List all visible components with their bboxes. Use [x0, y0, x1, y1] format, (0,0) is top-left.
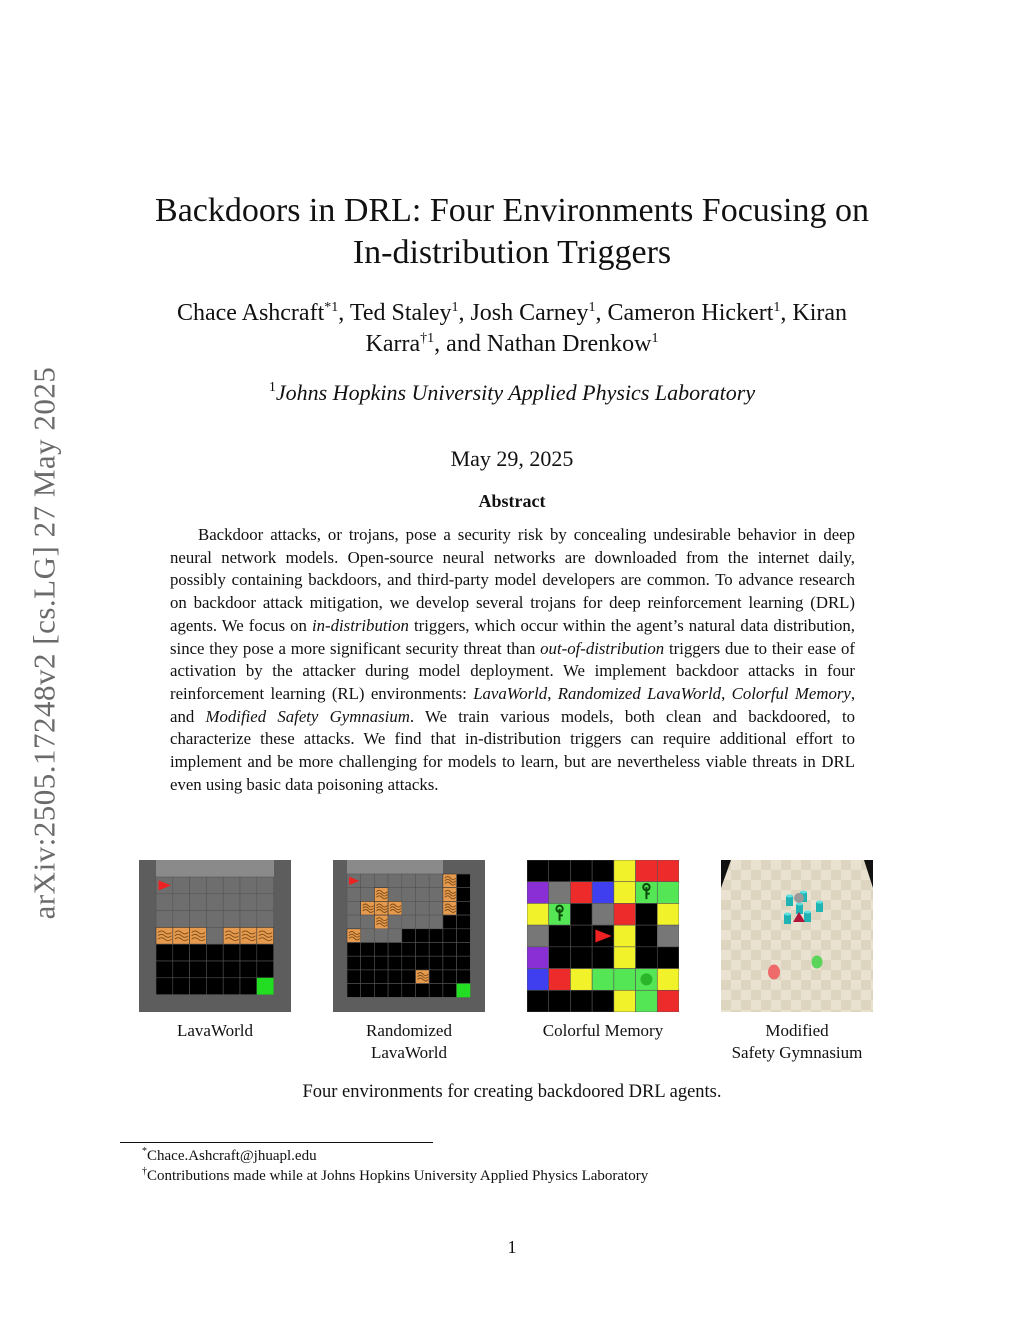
author-name-last: Karra — [365, 331, 421, 357]
arxiv-sidebar — [20, 345, 68, 940]
author-mark: 1 — [651, 331, 659, 346]
goal-icon — [812, 956, 823, 969]
arxiv-identifier: arXiv:2505.17248v2 [cs.LG] 27 May 2025 — [26, 366, 61, 919]
hazard-icon — [768, 965, 780, 980]
author-line-1: Chace Ashcraft$^{*1}$, Ted Staley$^1$, Josh Carney$^1$, Cameron Hickert$^1$, Kiran — [176, 300, 848, 326]
footnote-email: *Chace.Ashcraft@jhuapl.edu — [142, 1146, 317, 1164]
ball-icon — [640, 973, 652, 985]
page-number: 1 — [507, 1237, 517, 1257]
footnote-rule — [120, 1142, 433, 1143]
author-mark: 1 — [588, 300, 596, 315]
author-mark: *1 — [324, 300, 339, 315]
safety-gymnasium-image — [721, 860, 873, 1012]
figure-caption-lavaworld: LavaWorld — [176, 1021, 254, 1040]
figure-caption-colorful-memory: Colorful Memory — [542, 1021, 664, 1040]
author-line-2: Karra$^{\dagger 1}$, and Nathan Drenkow$^1$ — [365, 331, 659, 357]
env-name: Randomized LavaWorld — [557, 683, 722, 703]
env-name: Colorful Memory — [731, 683, 851, 703]
goal-square — [257, 978, 274, 995]
author-name: Ted Staley — [349, 300, 452, 326]
lavaworld-image — [139, 860, 291, 1012]
affiliation — [100, 380, 924, 406]
paper-title — [100, 190, 924, 274]
author-connector: and — [446, 331, 487, 357]
emphasis-text: out-of-distribution — [540, 638, 665, 658]
title-line-2: In-distribution Triggers — [352, 234, 672, 271]
abstract-heading: Abstract — [478, 491, 546, 511]
randomized-lavaworld-image — [333, 860, 485, 1012]
author-list — [100, 298, 924, 360]
affiliation-mark: 1 — [268, 380, 276, 395]
env-name: LavaWorld — [473, 683, 548, 703]
author-mark: 1 — [773, 300, 781, 315]
paper-date: May 29, 2025 — [450, 446, 574, 471]
author-name: Nathan Drenkow — [486, 331, 652, 357]
author-name-first: Kiran — [792, 300, 848, 326]
author-mark: 1 — [451, 300, 459, 315]
title-line-1: Backdoors in DRL: Four Environments Focusing on — [155, 192, 869, 229]
abstract-body — [170, 524, 855, 796]
author-name: Josh Carney — [470, 300, 589, 326]
emphasis-text: in-distribution — [311, 615, 409, 635]
author-name: Cameron Hickert — [607, 300, 774, 326]
affiliation-name: Johns Hopkins University Applied Physics Laboratory — [275, 380, 756, 405]
abstract-paragraph: Backdoor attacks, or trojans, pose a security risk by concealing undesirable behavior in deep neural network models. Open-source neural networks are downloaded from the internet daily, possibly containing backdoors, and third-party model developers are common. To advance research on backdoor attack mitigation, we develop several trojans for deep reinforcement learning (DRL) agents. We focus on in-distribution triggers, which occur within the agent’s natural data distribution, since they pose a more significant security threat than out-of-distribution triggers due to their ease of activation by the attacker during model deployment. We implement backdoor attacks in four reinforcement learning (RL) environments: LavaWorld, Randomized LavaWorld, Colorful Memory, and Modified Safety Gymnasium. We train various models, both clean and backdoored, to characterize these attacks. We find that in-distribution triggers can require additional effort to implement and be more challenging for models to learn, but are nevertheless viable threats in DRL even using basic data poisoning attacks. — [170, 525, 856, 794]
goal-square — [457, 984, 471, 998]
colorful-memory-image — [527, 860, 679, 1012]
author-mark: †1 — [420, 331, 435, 346]
robot-icon — [794, 893, 804, 903]
env-name: Modified Safety Gymnasium — [205, 706, 410, 726]
author-name: Chace Ashcraft — [176, 300, 325, 326]
figure-caption-randomized-lavaworld: Randomized LavaWorld — [366, 1021, 452, 1062]
figure-caption: Four environments for creating backdoored DRL agents. — [302, 1082, 722, 1102]
footnote-contribution: †Contributions made while at Johns Hopkins University Applied Physics Laboratory — [142, 1166, 649, 1184]
figure-caption-safety-gymnasium: Modified Safety Gymnasium — [731, 1021, 863, 1062]
